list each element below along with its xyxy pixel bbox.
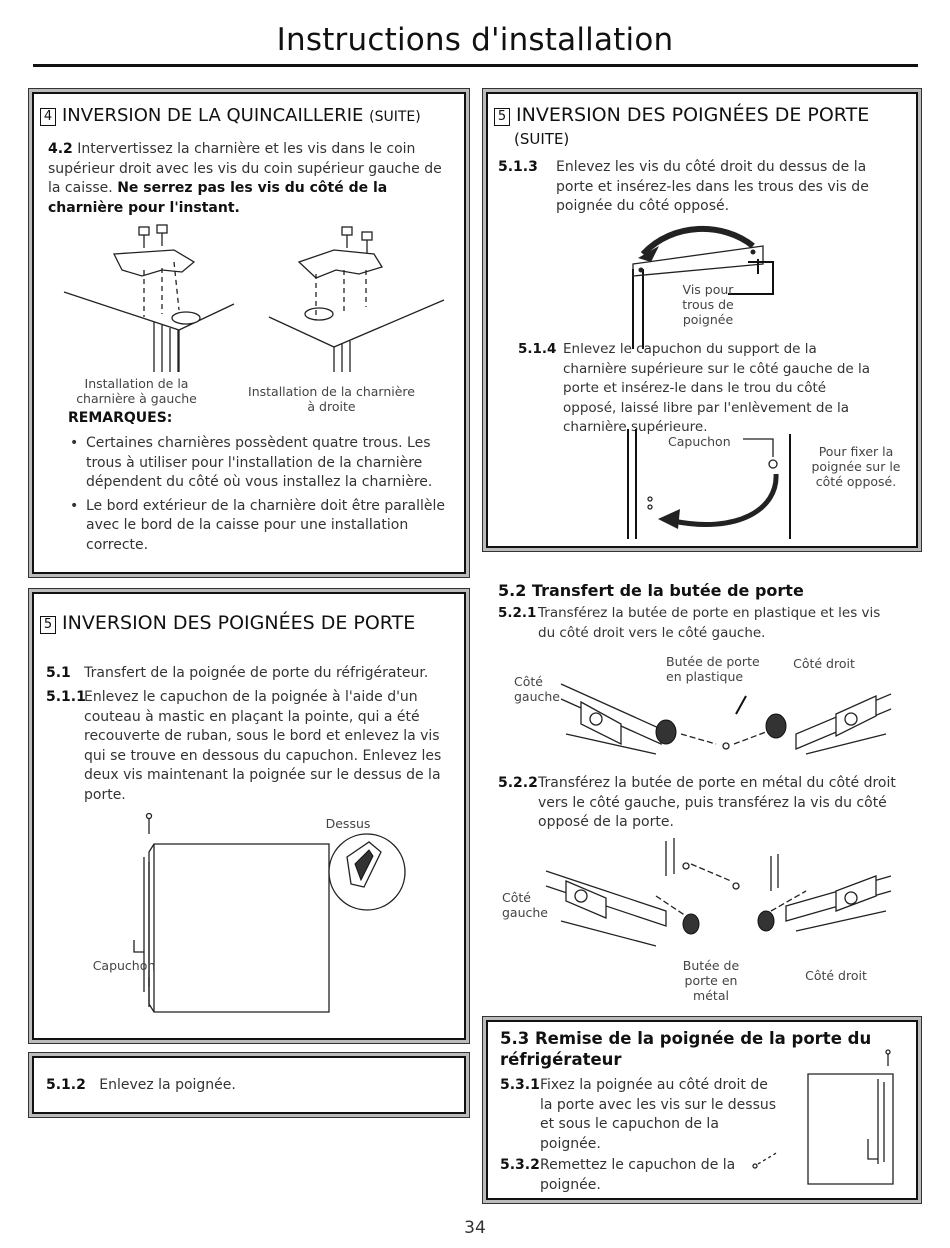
step-5-1-1-text: Enlevez le capuchon de la poignée à l'aide d'un couteau à mastic en plaçant la pointe, qui a été recouverte de ruban, sous le bord et enlevez la vis qui se trouve en dessous du capuchon. Enlevez les deux vis maintenant la poignée sur le dessus de la porte. xyxy=(84,689,442,803)
door-handle-illustration xyxy=(129,812,429,1012)
step-label-5-1-1: 5.1.1 xyxy=(46,689,86,705)
section-5-continued-suffix: (SUITE) xyxy=(514,130,570,148)
label-right-side: Côté droit xyxy=(793,656,855,671)
step-4-2 xyxy=(48,140,456,218)
step-5-2-2-text: Transférez la butée de porte en métal du côté droit vers le côté gauche, puis transférez la vis du côté opposé de la porte. xyxy=(538,775,896,830)
step-5-3-1-text: Fixez la poignée au côté droit de la porte avec les vis sur le dessus et sous le capuchon de la poignée. xyxy=(540,1077,777,1152)
section-4-heading xyxy=(40,105,460,128)
section-5-box xyxy=(32,592,466,1040)
step-label: 4.2 xyxy=(48,141,73,157)
screw-icon xyxy=(139,225,167,248)
metal-stop-illustration xyxy=(506,836,906,966)
section-5-continued-box xyxy=(486,92,918,548)
remarks-list xyxy=(64,434,454,559)
section-number-badge: 5 xyxy=(494,108,510,126)
label-cap: Capuchon xyxy=(92,958,156,973)
step-5-1-2-box xyxy=(32,1056,466,1114)
step-5-1-3-text: Enlevez les vis du côté droit du dessus de la porte et insérez-les dans les trous des vis de poignée du côté opposé. xyxy=(556,159,869,214)
section-5-3-title: 5.3 Remise de la poignée de la porte du réfrigérateur xyxy=(500,1029,872,1069)
door-handle-reinstall-illustration xyxy=(788,1044,908,1184)
title-rule xyxy=(33,64,918,67)
section-5-3-box xyxy=(486,1020,918,1200)
step-5-1 xyxy=(46,664,456,684)
step-5-1-2 xyxy=(46,1076,236,1096)
section-4-title: INVERSION DE LA QUINCAILLERIE xyxy=(62,105,364,126)
screw-icon xyxy=(342,227,372,253)
section-5-2-title: 5.2 Transfert de la butée de porte xyxy=(498,581,804,600)
label-cap-right: Capuchon xyxy=(668,434,731,449)
hinge-illustration xyxy=(44,222,464,372)
step-text: Intervertissez la charnière et les vis dans le coin supérieur droit avec les vis du coin supérieur gauche de la caisse. xyxy=(48,141,442,196)
step-5-1-4-text: Enlevez le capuchon du support de la charnière supérieure sur le côté gauche de la porte et insérez-le dans le trou du côté opposé, laissé libre par l'enlèvement de la charnière supérieure. xyxy=(563,341,871,435)
label-fix-handle: Pour fixer la poignée sur le côté opposé. xyxy=(811,444,901,489)
remark-item: • Le bord extérieur de la charnière doit être parallèle avec le bord de la caisse pour une installation correcte. xyxy=(64,497,454,556)
step-label-5-2-1: 5.2.1 xyxy=(498,605,537,621)
label-top: Dessus xyxy=(325,816,371,831)
section-5-heading xyxy=(40,612,460,634)
section-4-title-suffix: (SUITE) xyxy=(369,109,421,125)
caption-hinge-left: Installation de la charnière à gauche xyxy=(76,376,197,406)
step-label-5-3-2: 5.3.2 xyxy=(500,1157,540,1173)
section-5-continued-title: INVERSION DES POIGNÉES DE PORTE xyxy=(516,104,870,126)
step-text: Transfert de la poignée de porte du réfrigérateur. xyxy=(84,665,429,681)
label-metal-stop: Butée de porte en métal xyxy=(682,958,740,1003)
section-5-title: INVERSION DES POIGNÉES DE PORTE xyxy=(62,612,416,634)
step-label: 5.1.2 xyxy=(46,1077,86,1093)
step-label-5-3-1: 5.3.1 xyxy=(500,1077,540,1093)
step-label-5-1-3: 5.1.3 xyxy=(498,159,538,175)
section-5-continued-heading xyxy=(494,104,914,126)
remark-item: • Certaines charnières possèdent quatre trous. Les trous à utiliser pour l'installation de la charnière dépendent du côté où vous installez la charnière. xyxy=(64,434,454,493)
section-number-badge: 5 xyxy=(40,616,56,634)
page-title: Instructions d'installation xyxy=(276,22,674,58)
step-warning: Ne serrez pas les vis du côté de la charnière pour l'instant. xyxy=(48,180,388,216)
section-5-2 xyxy=(486,564,918,1006)
page-number: 34 xyxy=(464,1218,486,1238)
step-label-5-1-4: 5.1.4 xyxy=(518,341,557,357)
step-5-2-1-text: Transférez la butée de porte en plastique et les vis du côté droit vers le côté gauche. xyxy=(538,605,881,641)
step-5-3-2-text: Remettez le capuchon de la poignée. xyxy=(540,1157,736,1193)
step-label: 5.1 xyxy=(46,665,71,681)
step-text: Enlevez la poignée. xyxy=(99,1077,236,1093)
caption-hinge-right: Installation de la charnière à droite xyxy=(248,384,415,414)
section-number-badge: 4 xyxy=(40,108,56,126)
label-right-side-2: Côté droit xyxy=(805,968,867,983)
remarks-title: REMARQUES: xyxy=(68,410,173,426)
label-screw-holes: Vis pour trous de poignée xyxy=(682,282,734,327)
step-label-5-2-2: 5.2.2 xyxy=(498,775,538,791)
label-left-side-2: Côté gauche xyxy=(502,890,549,920)
section-4-box xyxy=(32,92,466,574)
label-left-side: Côté gauche xyxy=(514,674,561,704)
label-plastic-stop: Butée de porte en plastique xyxy=(666,654,760,684)
